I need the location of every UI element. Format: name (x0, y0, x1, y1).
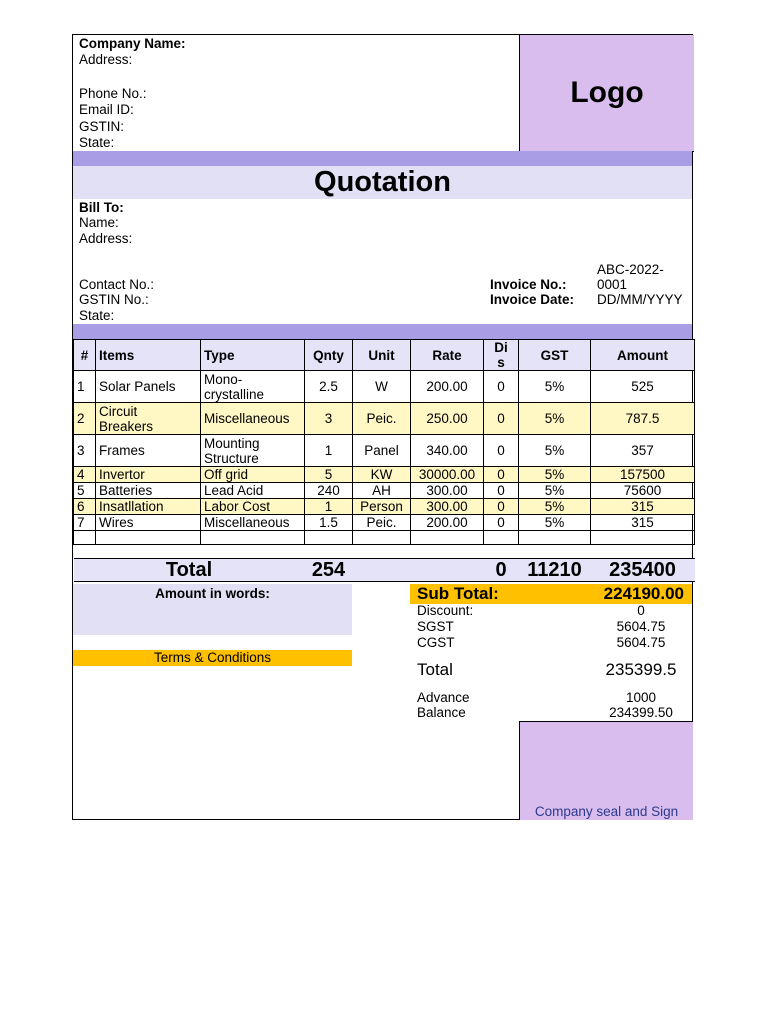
col-items-header: Items (96, 340, 201, 371)
discount-value: 0 (637, 603, 645, 618)
total-gst: 11210 (519, 559, 591, 582)
total-row (74, 559, 695, 582)
bill-to-name-label: Name: (79, 215, 119, 230)
table-row: 1 Solar Panels Mono- crystalline 2.5 W 200.00 0 5% 525 (74, 371, 695, 403)
subtotal-value: 224190.00 (603, 584, 684, 603)
cgst-label: CGST (417, 635, 455, 650)
total-amount: 235400 (591, 559, 695, 582)
terms-conditions-bar: Terms & Conditions (73, 650, 352, 666)
invoice-date-value: DD/MM/YYYY (597, 292, 683, 307)
col-rate-header: Rate (411, 340, 484, 371)
header-band (73, 151, 692, 166)
total-dis: 0 (484, 559, 519, 582)
advance-value: 1000 (625, 690, 657, 705)
invoice-date-label: Invoice Date: (490, 292, 575, 307)
sgst-value: 5604.75 (616, 619, 666, 634)
col-num-header: # (74, 340, 96, 371)
company-name-label: Company Name: (79, 36, 186, 51)
table-row: 2 Circuit Breakers Miscellaneous 3 Peic. 250.00 0 5% 787.5 (74, 403, 695, 435)
table-row: 6 Insatllation Labor Cost 1 Person 300.00 0 5% 315 (74, 499, 695, 515)
total-label: Total (74, 559, 305, 582)
company-address-label: Address: (79, 52, 133, 67)
col-dis-header: Di s (484, 340, 519, 371)
company-email-label: Email ID: (79, 102, 134, 117)
company-phone-label: Phone No.: (79, 86, 147, 101)
company-seal-box (519, 721, 693, 820)
total-qnty: 254 (305, 559, 353, 582)
table-row: 5 Batteries Lead Acid 240 AH 300.00 0 5% 75600 (74, 483, 695, 499)
grand-total-value: 235399.5 (605, 660, 677, 679)
col-type-header: Type (201, 340, 305, 371)
items-table (73, 339, 695, 582)
invoice-no-value-line2: 0001 (597, 277, 628, 292)
company-gstin-label: GSTIN: (79, 119, 125, 134)
bill-to-state-label: State: (79, 308, 115, 323)
items-band (73, 324, 692, 339)
bill-to-address-label: Address: (79, 231, 133, 246)
amount-in-words-box (73, 584, 352, 635)
subtotal-bar (410, 584, 692, 604)
table-row: 3 Frames Mounting Structure 1 Panel 340.00 0 5% 357 (74, 435, 695, 467)
col-unit-header: Unit (353, 340, 411, 371)
bill-to-heading: Bill To: (79, 200, 124, 215)
amount-in-words-label: Amount in words: (155, 586, 270, 601)
quotation-sheet (72, 34, 693, 820)
invoice-no-label: Invoice No.: (490, 277, 567, 292)
company-seal-label: Company seal and Sign (534, 804, 679, 819)
discount-label: Discount: (417, 603, 474, 618)
col-gst-header: GST (519, 340, 591, 371)
subtotal-label: Sub Total: (417, 584, 499, 603)
col-amount-header: Amount (591, 340, 695, 371)
invoice-no-value-line1: ABC-2022- (597, 262, 664, 277)
table-spacer (74, 545, 695, 559)
company-state-label: State: (79, 135, 115, 150)
cgst-value: 5604.75 (616, 635, 666, 650)
logo-placeholder: Logo (519, 35, 694, 152)
page-title: Quotation (73, 166, 692, 199)
table-row-empty (74, 531, 695, 545)
balance-value: 234399.50 (609, 705, 673, 720)
table-row: 4 Invertor Off grid 5 KW 30000.00 0 5% 157500 (74, 467, 695, 483)
bill-to-gstin-label: GSTIN No.: (79, 292, 149, 307)
grand-total-label: Total (417, 660, 453, 679)
table-header-row (74, 340, 695, 371)
sgst-label: SGST (417, 619, 454, 634)
table-row: 7 Wires Miscellaneous 1.5 Peic. 200.00 0 5% 315 (74, 515, 695, 531)
balance-label: Balance (417, 705, 466, 720)
col-qnty-header: Qnty (305, 340, 353, 371)
advance-label: Advance (417, 690, 470, 705)
bill-to-contact-label: Contact No.: (79, 277, 155, 292)
